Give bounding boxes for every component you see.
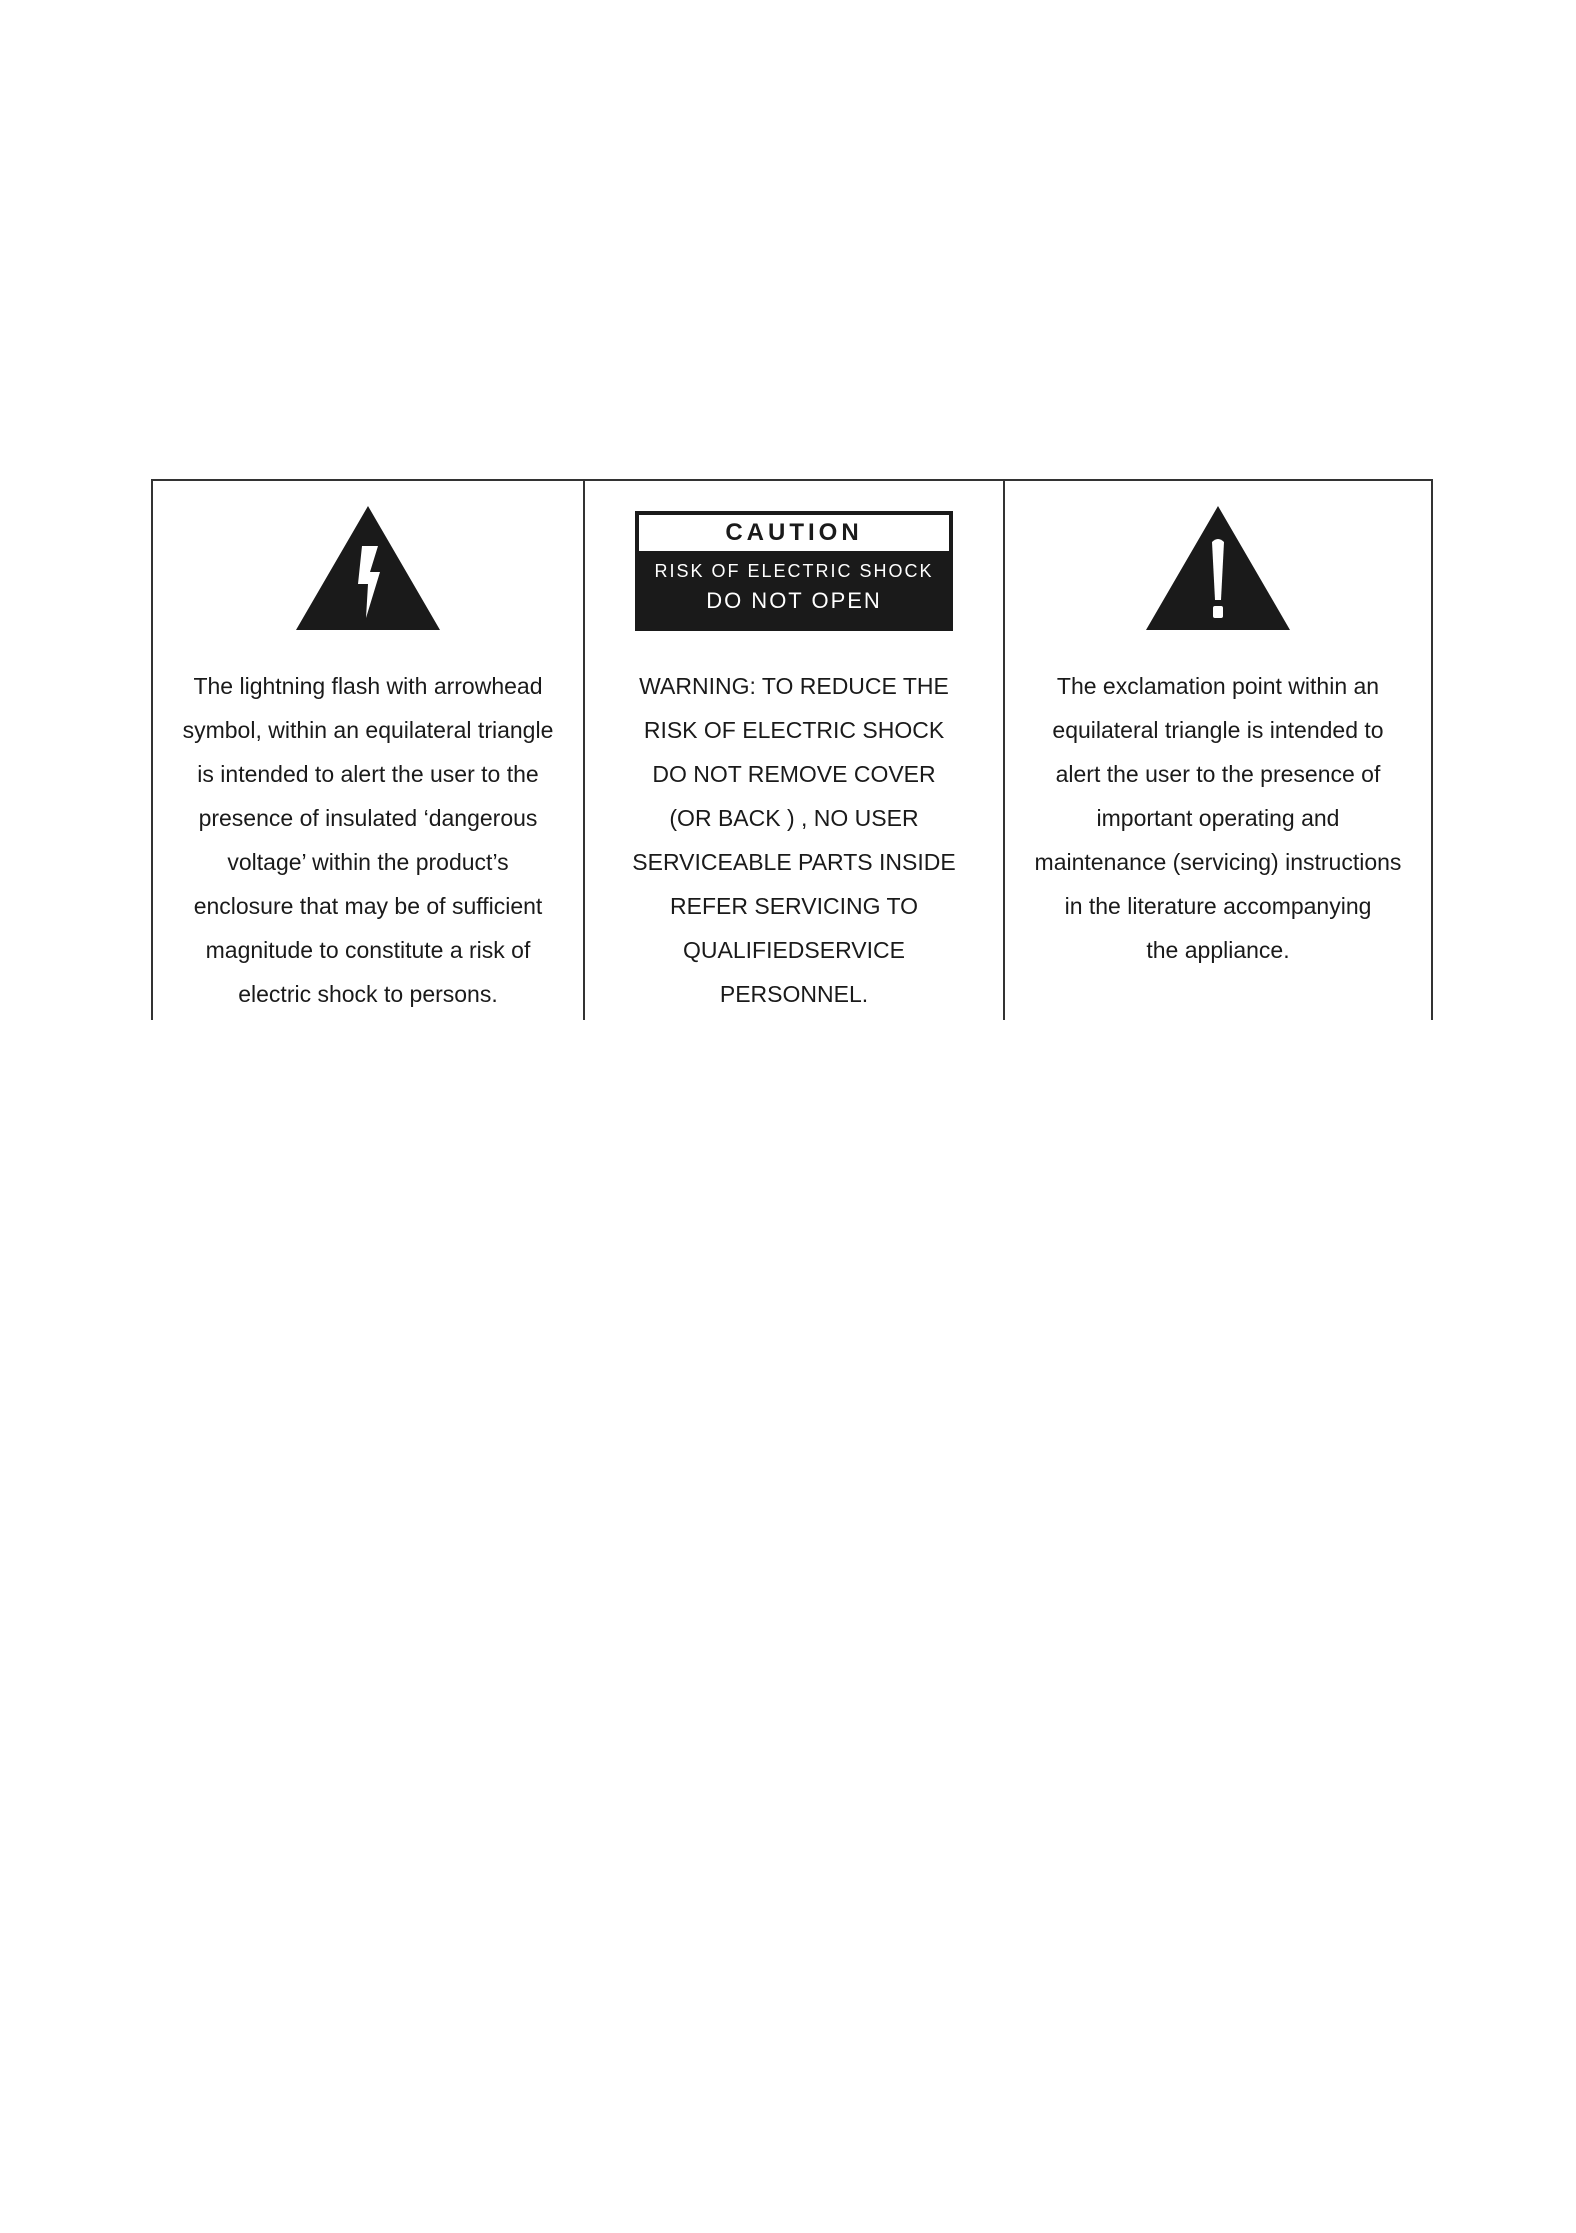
description-line: PERSONNEL. [719, 981, 869, 1007]
description-line: REFER SERVICING TO [670, 893, 918, 919]
description-line: SERVICEABLE PARTS INSIDE [632, 849, 956, 875]
description-line: The exclamation point within an [1056, 673, 1380, 699]
caution-column [585, 481, 1005, 1020]
description-line: the appliance. [1146, 937, 1290, 963]
description-line: maintenance (servicing) instructions [1034, 849, 1402, 875]
description-line: is intended to alert the user to the [197, 761, 539, 787]
description-line: magnitude to constitute a risk of [205, 937, 531, 963]
exclamation-column [1005, 481, 1431, 1020]
description-line: voltage’ within the product’s [227, 849, 509, 875]
lightning-triangle-icon [296, 506, 440, 630]
description-line: electric shock to persons. [238, 981, 498, 1007]
description-line: DO NOT REMOVE COVER [652, 761, 936, 787]
description-line: presence of insulated ‘dangerous [198, 805, 538, 831]
description-line: (OR BACK ) , NO USER [669, 805, 919, 831]
caution-label [635, 511, 953, 631]
description-line: enclosure that may be of sufficient [193, 893, 543, 919]
lightning-description [153, 664, 583, 1016]
warning-description [585, 664, 1003, 1016]
description-line: symbol, within an equilateral triangle [182, 717, 554, 743]
description-line: in the literature accompanying [1064, 893, 1372, 919]
caution-do-not-open-line: DO NOT OPEN [706, 588, 882, 613]
description-line: alert the user to the presence of [1055, 761, 1381, 787]
exclamation-description [1005, 664, 1431, 972]
description-line: important operating and [1096, 805, 1340, 831]
caution-risk-line: RISK OF ELECTRIC SHOCK [654, 561, 934, 581]
description-line: WARNING: TO REDUCE THE [639, 673, 949, 699]
caution-title: CAUTION [639, 515, 949, 551]
description-line: QUALIFIEDSERVICE [683, 937, 905, 963]
lightning-column [153, 481, 585, 1020]
description-line: RISK OF ELECTRIC SHOCK [643, 717, 945, 743]
safety-symbols-table [151, 479, 1433, 1020]
description-line: equilateral triangle is intended to [1052, 717, 1384, 743]
description-line: The lightning flash with arrowhead [193, 673, 543, 699]
exclamation-triangle-icon [1146, 506, 1290, 630]
